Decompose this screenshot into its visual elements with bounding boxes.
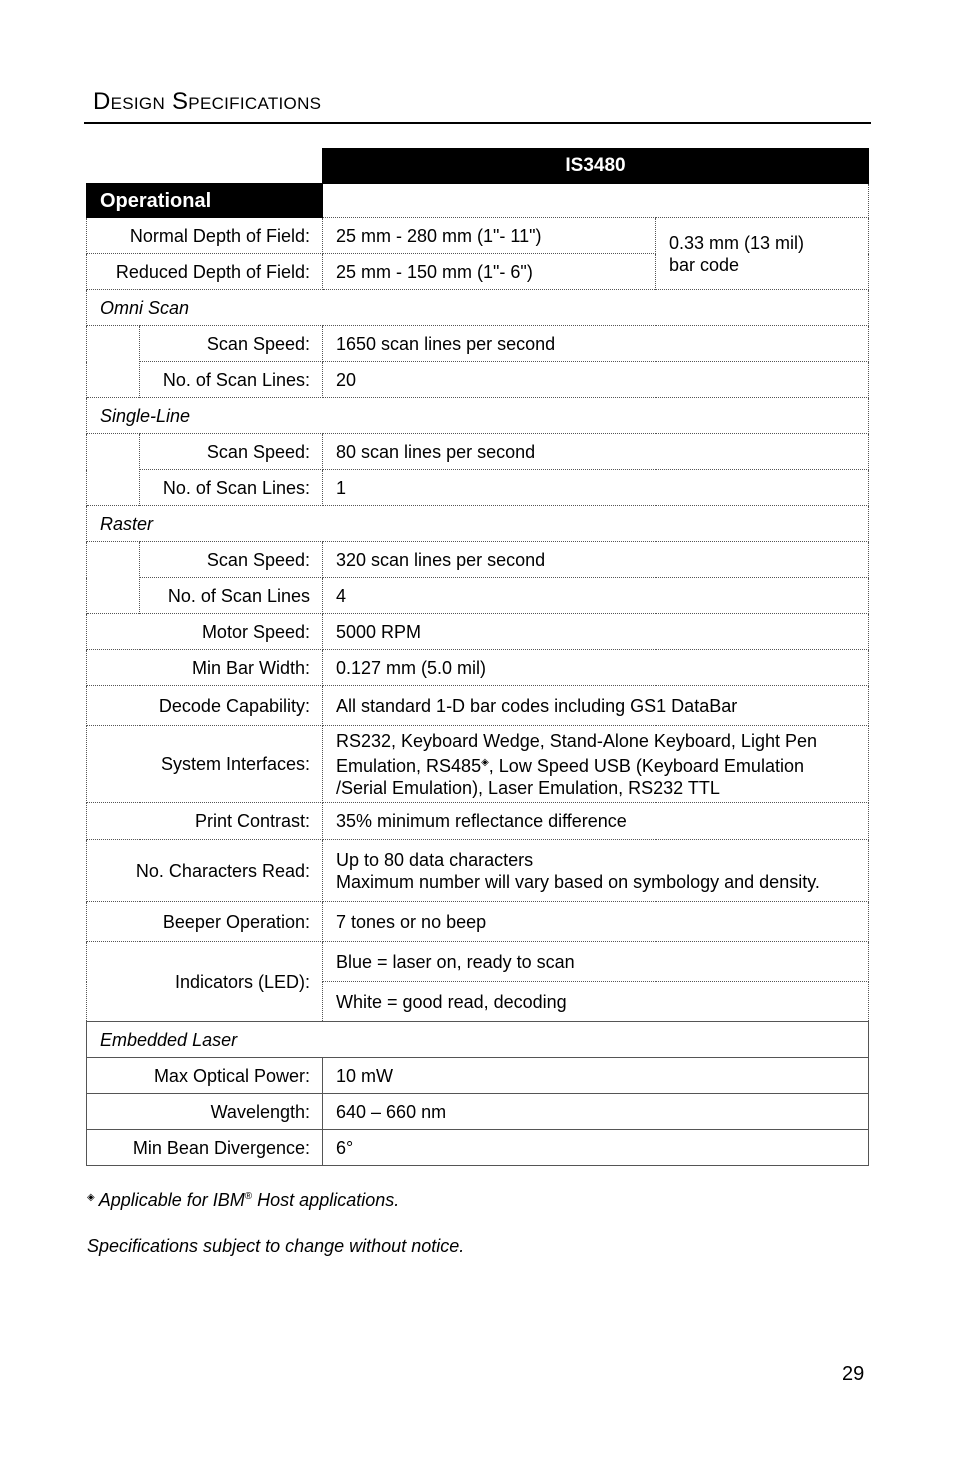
single-speed-value: 80 scan lines per second [323, 434, 869, 470]
interfaces-line2b: , Low Speed USB (Keyboard Emulation [488, 755, 804, 776]
max-optical-power-value: 10 mW [323, 1058, 869, 1094]
indicator-blue-value: Blue = laser on, ready to scan [323, 942, 869, 982]
indicators-label: Indicators (LED): [87, 942, 323, 1022]
system-interfaces-value [323, 726, 869, 803]
section-embedded-laser: Embedded Laser [87, 1022, 869, 1058]
operational-empty-cell [323, 184, 869, 218]
single-lines-label: No. of Scan Lines: [140, 470, 323, 506]
characters-read-line1: Up to 80 data characters [336, 849, 534, 870]
specifications-table [86, 148, 869, 1166]
reduced-dof-label: Reduced Depth of Field: [87, 254, 323, 290]
omni-speed-label: Scan Speed: [140, 326, 323, 362]
characters-read-value [323, 840, 869, 902]
beam-divergence-value: 6° [323, 1130, 869, 1166]
omni-lines-label: No. of Scan Lines: [140, 362, 323, 398]
model-header: IS3480 [323, 149, 869, 184]
omni-speed-value: 1650 scan lines per second [323, 326, 869, 362]
print-contrast-label: Print Contrast: [87, 803, 323, 840]
wavelength-label: Wavelength: [87, 1094, 323, 1130]
beeper-operation-value: 7 tones or no beep [323, 902, 869, 942]
normal-dof-value: 25 mm - 280 mm (1"- 11") [323, 218, 656, 254]
wavelength-value: 640 – 660 nm [323, 1094, 869, 1130]
footnote-mark-icon: ◈ [481, 756, 489, 768]
motor-speed-label: Motor Speed: [87, 614, 323, 650]
interfaces-line1: RS232, Keyboard Wedge, Stand-Alone Keyboard, Light Pen [336, 730, 817, 751]
interfaces-line2a: Emulation, RS485 [336, 755, 482, 776]
section-omni-scan: Omni Scan [87, 290, 869, 326]
barcode-note-line2: bar code [669, 254, 740, 275]
footnote-text-b: Host applications. [252, 1190, 400, 1210]
single-lines-value: 1 [323, 470, 869, 506]
max-optical-power-label: Max Optical Power: [87, 1058, 323, 1094]
reduced-dof-value: 25 mm - 150 mm (1"- 6") [323, 254, 656, 290]
motor-speed-value: 5000 RPM [323, 614, 869, 650]
indent-cell [87, 542, 140, 614]
change-notice: Specifications subject to change without notice. [87, 1236, 465, 1256]
indicator-white-value: White = good read, decoding [323, 982, 869, 1022]
characters-read-line2: Maximum number will vary based on symbology and density. [336, 871, 820, 892]
footnote [87, 1190, 399, 1211]
header-blank-cell [87, 149, 323, 184]
beeper-operation-label: Beeper Operation: [87, 902, 323, 942]
interfaces-line2 [336, 752, 868, 777]
indent-cell [87, 434, 140, 506]
operational-header: Operational [87, 184, 323, 218]
title-rule [84, 122, 871, 124]
decode-capability-value: All standard 1-D bar codes including GS1 DataBar [323, 686, 869, 726]
min-bar-width-value: 0.127 mm (5.0 mil) [323, 650, 869, 686]
min-bar-width-label: Min Bar Width: [87, 650, 323, 686]
print-contrast-value: 35% minimum reflectance difference [323, 803, 869, 840]
raster-speed-value: 320 scan lines per second [323, 542, 869, 578]
registered-mark: ® [244, 1191, 253, 1202]
section-raster: Raster [87, 506, 869, 542]
omni-lines-value: 20 [323, 362, 869, 398]
characters-read-label: No. Characters Read: [87, 840, 323, 902]
page-title: Design Specifications [93, 88, 322, 115]
footnote-mark-icon: ◈ [87, 1192, 95, 1203]
page-number: 29 [842, 1363, 865, 1385]
indent-cell [87, 326, 140, 398]
system-interfaces-label: System Interfaces: [87, 726, 323, 803]
barcode-note-line1: 0.33 mm (13 mil) [669, 232, 805, 253]
decode-capability-label: Decode Capability: [87, 686, 323, 726]
beam-divergence-label: Min Bean Divergence: [87, 1130, 323, 1166]
normal-dof-label: Normal Depth of Field: [87, 218, 323, 254]
section-single-line: Single-Line [87, 398, 869, 434]
barcode-note [656, 218, 869, 290]
single-speed-label: Scan Speed: [140, 434, 323, 470]
raster-lines-value: 4 [323, 578, 869, 614]
interfaces-line3: /Serial Emulation), Laser Emulation, RS232 TTL [336, 777, 720, 798]
raster-speed-label: Scan Speed: [140, 542, 323, 578]
footnote-text-a: Applicable for IBM [98, 1190, 245, 1210]
raster-lines-label: No. of Scan Lines [140, 578, 323, 614]
